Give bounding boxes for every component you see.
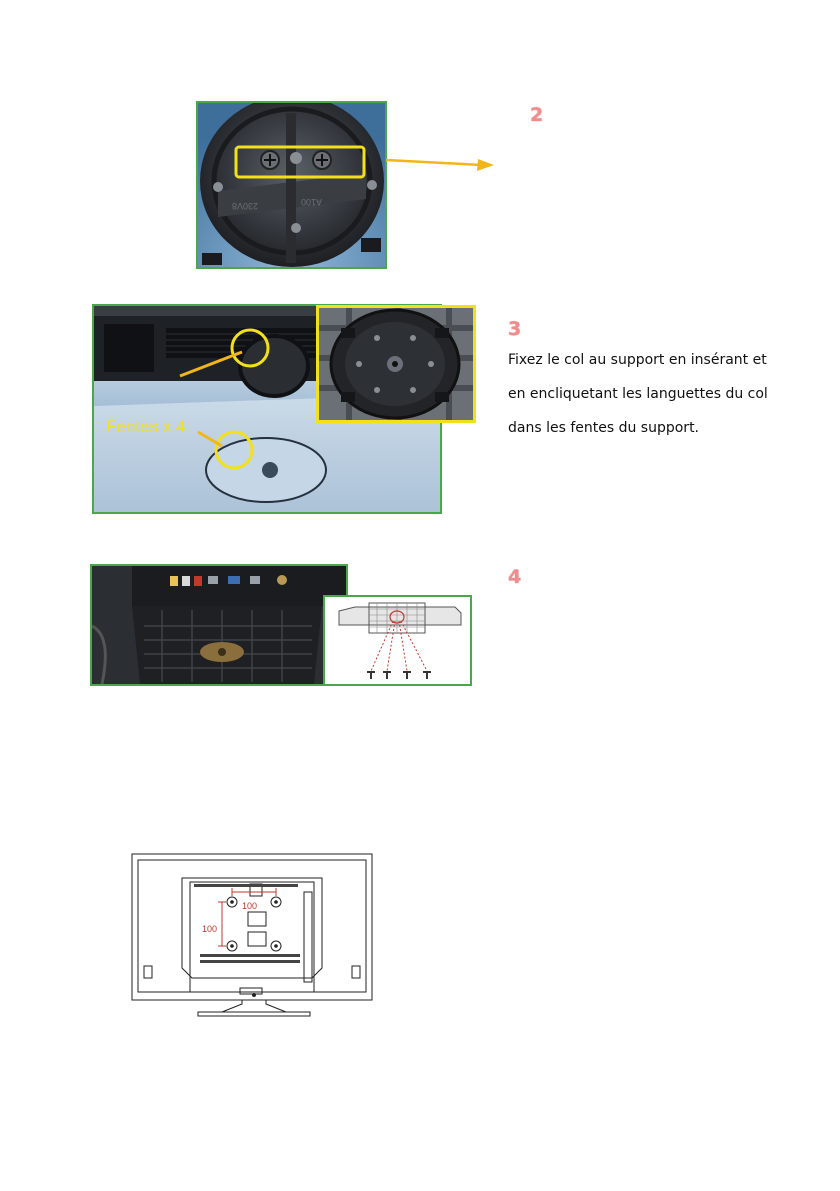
vesa-horizontal-dimension: 100 [242, 901, 258, 911]
step3-instructions [508, 343, 798, 445]
step3-inset-photo [316, 305, 476, 423]
step2-photo [196, 101, 387, 269]
step2-label-a: 230V8 [231, 201, 258, 211]
step4-inset-diagram [323, 595, 472, 686]
step3-callout: Fentes x 4 [106, 417, 186, 436]
stand-base-illustration [319, 308, 473, 420]
step4-number: 4 [508, 566, 522, 588]
step4-photo [90, 564, 348, 686]
step2-label-b: A100 [300, 197, 322, 207]
screw-diagram [325, 597, 470, 684]
step4-illustration [92, 566, 346, 684]
step3-line-3: dans les fentes du support. [508, 420, 700, 436]
vesa-mount-diagram [130, 852, 378, 1020]
step2-arrow [386, 156, 496, 174]
step2-illustration [198, 103, 385, 267]
step3-line-1: Fixez le col au support en insérant et [508, 352, 767, 368]
step3-number: 3 [508, 318, 522, 340]
vesa-vertical-dimension: 100 [202, 924, 218, 934]
step3-line-2: en encliquetant les languettes du col [508, 386, 768, 402]
step2-number: 2 [530, 104, 544, 126]
